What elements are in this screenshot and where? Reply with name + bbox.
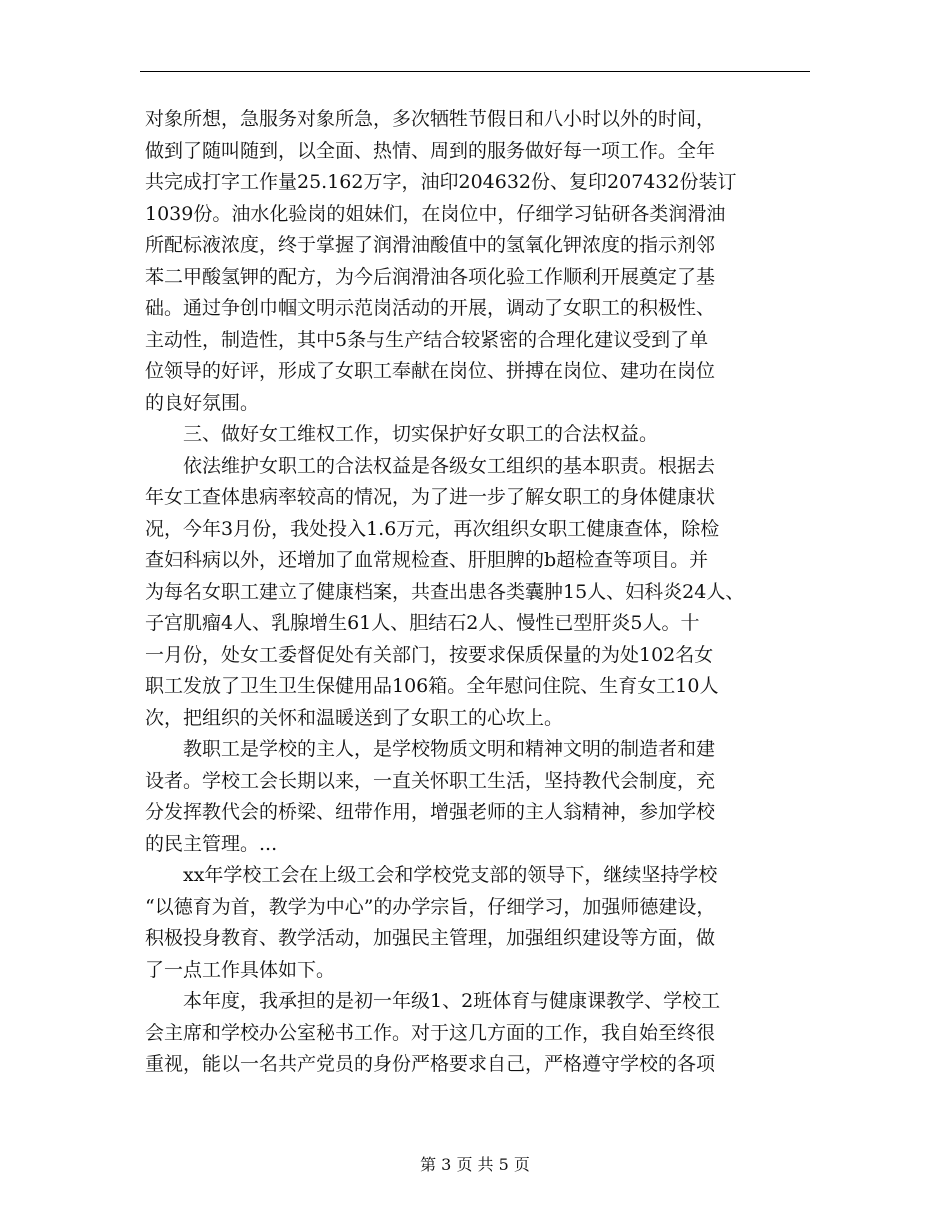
text-line: 本年度，我承担的是初一年级1、2班体育与健康课教学、学校工 xyxy=(145,990,721,1012)
text-line: 对象所想，急服务对象所急，多次牺牲节假日和八小时以外的时间， xyxy=(145,108,716,130)
text-line: 一月份，处女工委督促处有关部门，按要求保质保量的为处102名女 xyxy=(145,643,714,666)
header-rule xyxy=(140,71,810,72)
text-line: 础。通过争创巾帼文明示范岗活动的开展，调动了女职工的积极性、 xyxy=(145,297,716,319)
section-heading: 三、做好女工维权工作，切实保护好女职工的合法权益。 xyxy=(145,423,659,445)
text-line: 的良好氛围。 xyxy=(145,391,260,414)
text-line: 1039份。油水化验岗的姐妹们，在岗位中，仔细学习钻研各类润滑油 xyxy=(145,202,726,225)
page-number-footer: 第 3 页 共 5 页 xyxy=(420,1155,530,1174)
text-line: 职工发放了卫生卫生保健用品106箱。全年慰问住院、生育女工10人 xyxy=(145,675,719,697)
text-line: 况，今年3月份，我处投入1.6万元，再次组织女职工健康查体，除检 xyxy=(145,517,720,540)
text-line: 做到了随叫随到，以全面、热情、周到的服务做好每一项工作。全年 xyxy=(145,139,716,162)
text-line: 苯二甲酸氢钾的配方，为今后润滑油各项化验工作顺利开展奠定了基 xyxy=(145,265,716,288)
text-line: 设者。学校工会长期以来，一直关怀职工生活，坚持教代会制度，充 xyxy=(145,769,716,792)
text-line: 了一点工作具体如下。 xyxy=(145,958,336,981)
text-line: 重视，能以一名共产党员的身份严格要求自己，严格遵守学校的各项 xyxy=(145,1053,716,1075)
text-line: 次，把组织的关怀和温暖送到了女职工的心坎上。 xyxy=(145,706,564,729)
text-line: 子宫肌瘤4人、乳腺增生61人、胆结石2人、慢性已型肝炎5人。十 xyxy=(145,612,700,634)
text-line: 位领导的好评，形成了女职工奉献在岗位、拼搏在岗位、建功在岗位 xyxy=(145,360,716,382)
text-line: 依法维护女职工的合法权益是各级女工组织的基本职责。根据去 xyxy=(145,454,716,477)
text-line: 教职工是学校的主人，是学校物质文明和精神文明的制造者和建 xyxy=(145,738,716,760)
text-line: 所配标液浓度，终于掌握了润滑油酸值中的氢氧化钾浓度的指示剂邻 xyxy=(145,234,716,256)
text-line: 为每名女职工建立了健康档案，共查出患各类囊肿15人、妇科炎24人、 xyxy=(145,580,745,603)
text-line: 查妇科病以外，还增加了血常规检查、肝胆脾的b超检查等项目。并 xyxy=(145,549,709,571)
text-line: 主动性，制造性，其中5条与生产结合较紧密的合理化建议受到了单 xyxy=(145,328,709,351)
text-line: 分发挥教代会的桥梁、纽带作用，增强老师的主人翁精神，参加学校 xyxy=(145,801,716,823)
text-line: 年女工查体患病率较高的情况，为了进一步了解女职工的身体健康状 xyxy=(145,486,716,508)
text-line: 的民主管理。... xyxy=(145,832,278,855)
text-line: xx年学校工会在上级工会和学校党支部的领导下，继续坚持学校 xyxy=(145,864,718,886)
text-line: 共完成打字工作量25.162万字，油印204632份、复印207432份装订 xyxy=(145,171,737,193)
text-line: 积极投身教育、教学活动，加强民主管理，加强组织建设等方面，做 xyxy=(145,927,716,949)
document-body xyxy=(145,104,820,1081)
text-line: 会主席和学校办公室秘书工作。对于这几方面的工作，我自始至终很 xyxy=(145,1021,716,1044)
text-line: “以德育为首，教学为中心”的办学宗旨，仔细学习，加强师德建设， xyxy=(145,895,716,918)
